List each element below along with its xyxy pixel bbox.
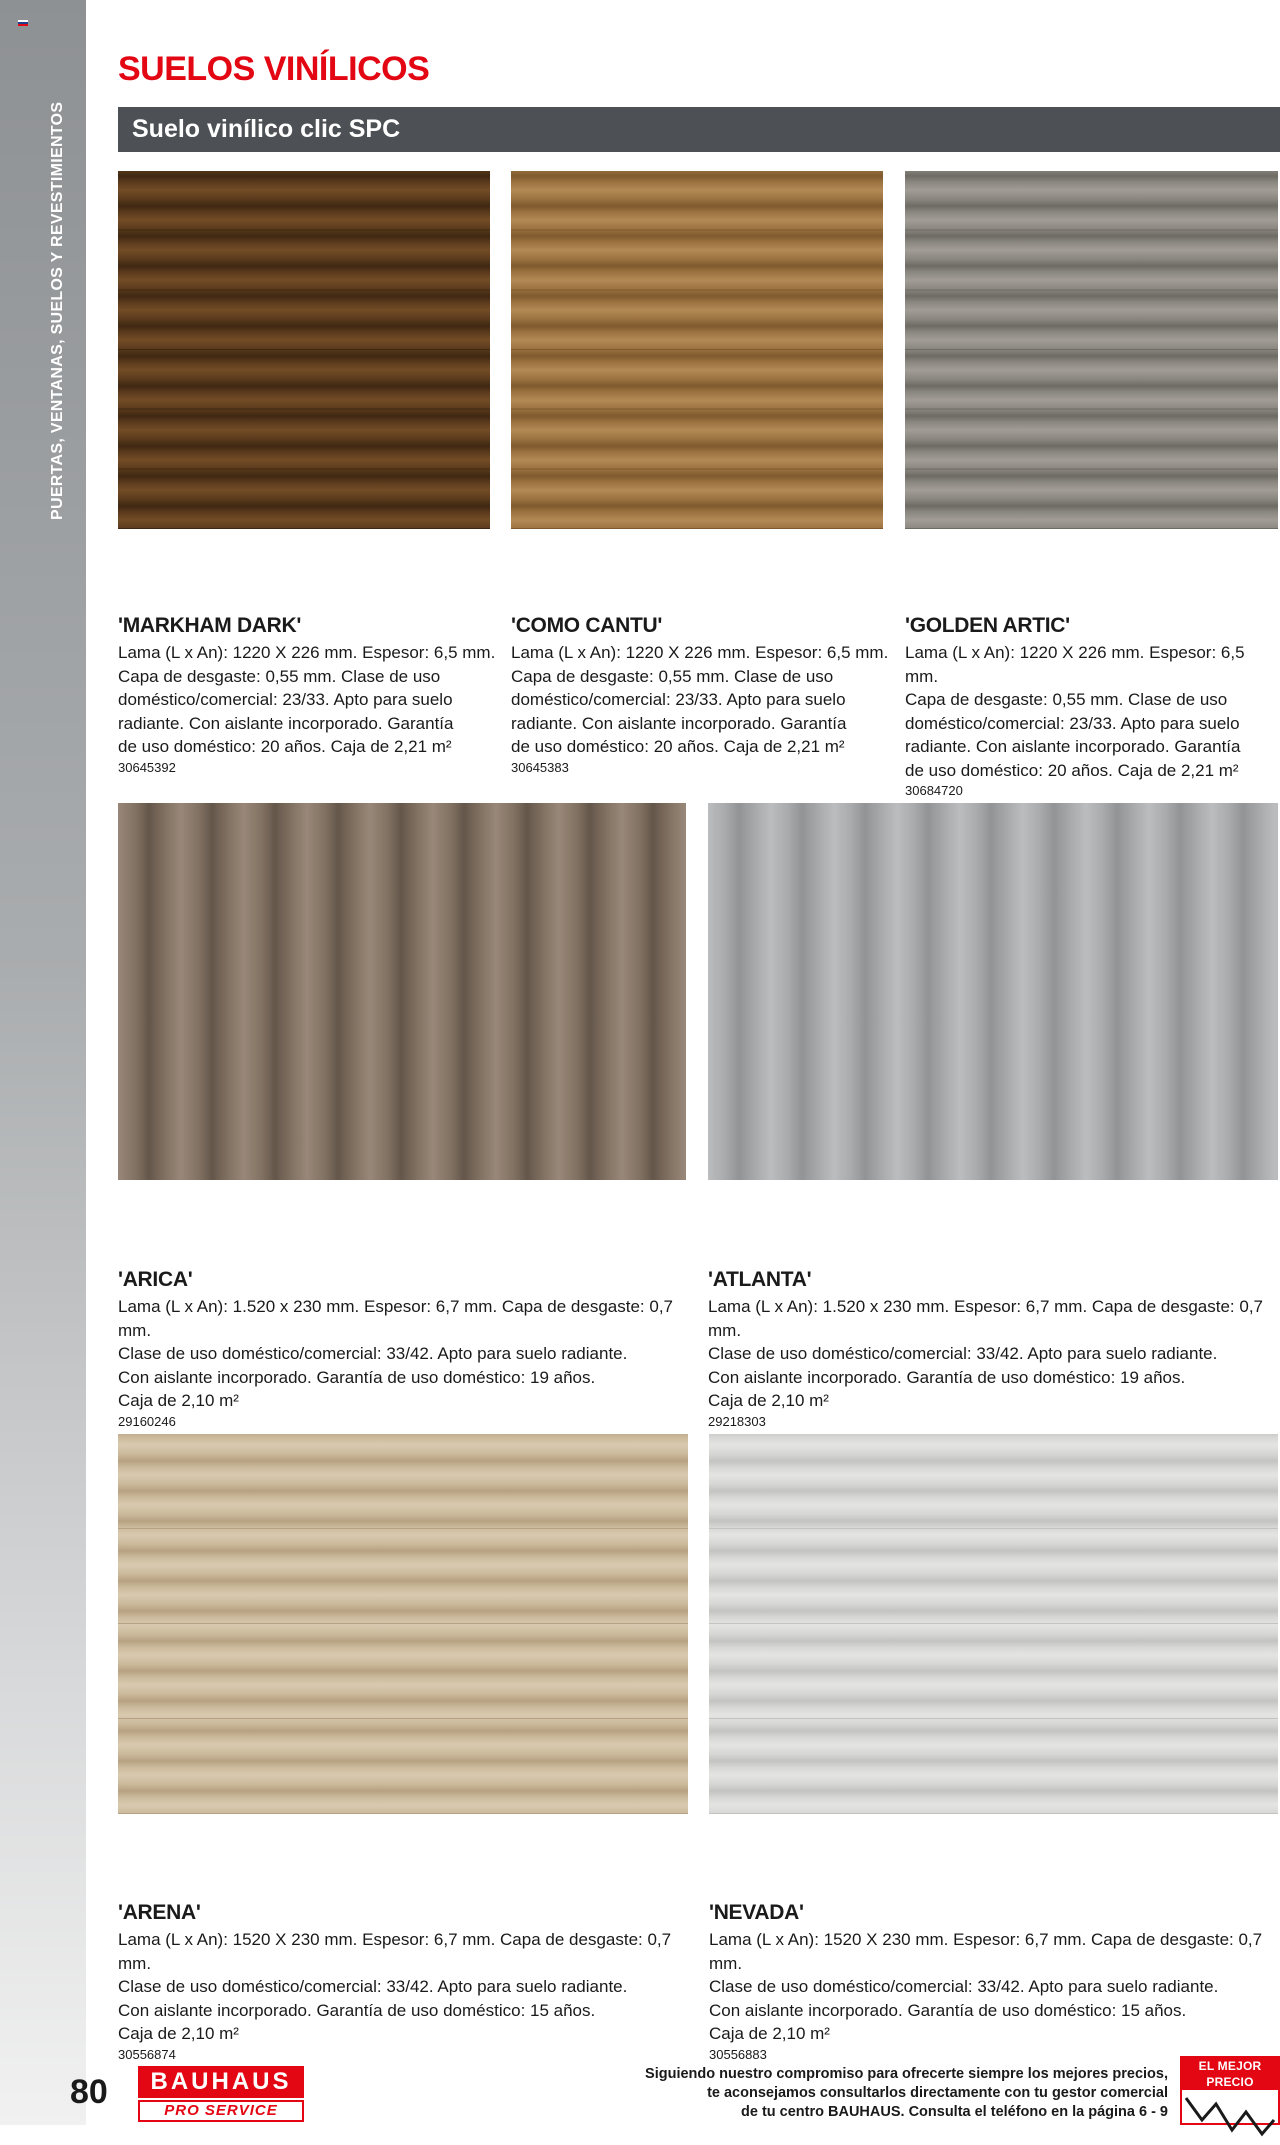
product-name: 'ARENA' [118, 1901, 201, 1924]
swatch-nevada [709, 1434, 1278, 1814]
product-name: 'ATLANTA' [708, 1268, 812, 1291]
product-name: 'MARKHAM DARK' [118, 614, 302, 637]
product-markham-dark [118, 614, 498, 775]
section-header: Suelo vinílico clic SPC [118, 107, 1280, 152]
bauhaus-logo [138, 2066, 304, 2118]
flag-icon [18, 20, 28, 26]
product-nevada [709, 1901, 1280, 2062]
swatch-como-cantu [511, 171, 883, 529]
product-description: Lama (L x An): 1220 X 226 mm. Espesor: 6,5 mm. Capa de desgaste: 0,55 mm. Clase de uso doméstico/comercial: 23/33. Apto para suelo radiante. Con aislante incorporado. Garantía de uso doméstico: 20 años. Caja de 2,21 m² [905, 643, 1245, 780]
product-name: 'ARICA' [118, 1268, 193, 1291]
product-description: Lama (L x An): 1.520 x 230 mm. Espesor: 6,7 mm. Capa de desgaste: 0,7 mm. Clase de uso doméstico/comercial: 33/42. Apto para suelo radiante. Con aislante incorporado. Garantía de uso doméstico: 19 años. Caja de 2,10 m² [708, 1297, 1263, 1410]
swatch-atlanta [708, 803, 1278, 1180]
product-description: Lama (L x An): 1.520 x 230 mm. Espesor: 6,7 mm. Capa de desgaste: 0,7 mm. Clase de uso doméstico/comercial: 33/42. Apto para suelo radiante. Con aislante incorporado. Garantía de uso doméstico: 19 años. Caja de 2,10 m² [118, 1297, 673, 1410]
product-como-cantu [511, 614, 891, 775]
product-name: 'COMO CANTU' [511, 614, 663, 637]
logo-subline: PRO SERVICE [138, 2100, 304, 2122]
swatch-golden-artic [905, 171, 1278, 529]
product-description: Lama (L x An): 1520 X 230 mm. Espesor: 6,7 mm. Capa de desgaste: 0,7 mm. Clase de uso doméstico/comercial: 33/42. Apto para suelo radiante. Con aislante incorporado. Garantía de uso doméstico: 15 años. Caja de 2,10 m² [709, 1930, 1263, 2043]
product-code: 30645383 [511, 759, 569, 775]
product-arica [118, 1268, 698, 1429]
product-arena [118, 1901, 698, 2062]
swatch-arica [118, 803, 686, 1180]
page-number: 80 [70, 2073, 108, 2111]
product-atlanta [708, 1268, 1280, 1429]
footer-note: Siguiendo nuestro compromiso para ofrecerte siempre los mejores precios, te aconsejamos consultarlos directamente con tu gestor comercial de tu centro BAUHAUS. Consulta el teléfono en la página 6 - 9 [645, 2066, 1168, 2120]
badge-label: EL MEJOR PRECIO [1182, 2058, 1278, 2090]
product-description: Lama (L x An): 1220 X 226 mm. Espesor: 6,5 mm. Capa de desgaste: 0,55 mm. Clase de uso doméstico/comercial: 23/33. Apto para suelo radiante. Con aislante incorporado. Garantía de uso doméstico: 20 años. Caja de 2,21 m² [118, 643, 496, 756]
product-code: 29160246 [118, 1413, 176, 1429]
price-chart-icon [1182, 2090, 1278, 2140]
product-description: Lama (L x An): 1520 X 230 mm. Espesor: 6,7 mm. Capa de desgaste: 0,7 mm. Clase de uso doméstico/comercial: 33/42. Apto para suelo radiante. Con aislante incorporado. Garantía de uso doméstico: 15 años. Caja de 2,10 m² [118, 1930, 672, 2043]
product-name: 'NEVADA' [709, 1901, 804, 1924]
product-code: 30645392 [118, 759, 176, 775]
page-title: SUELOS VINÍLICOS [118, 50, 430, 88]
side-bar [0, 0, 86, 2125]
product-code: 30684720 [905, 783, 963, 798]
product-name: 'GOLDEN ARTIC' [905, 614, 1070, 637]
logo-wordmark: BAUHAUS [138, 2066, 304, 2098]
product-code: 29218303 [708, 1413, 766, 1429]
product-code: 30556883 [709, 2046, 767, 2062]
swatch-markham-dark [118, 171, 490, 529]
product-description: Lama (L x An): 1220 X 226 mm. Espesor: 6,5 mm. Capa de desgaste: 0,55 mm. Clase de uso doméstico/comercial: 23/33. Apto para suelo radiante. Con aislante incorporado. Garantía de uso doméstico: 20 años. Caja de 2,21 m² [511, 643, 889, 756]
swatch-arena [118, 1434, 688, 1814]
product-golden-artic [905, 614, 1280, 798]
side-section-label: PUERTAS, VENTANAS, SUELOS Y REVESTIMIENTOS [49, 101, 66, 520]
best-price-badge [1180, 2056, 1280, 2125]
product-code: 30556874 [118, 2046, 176, 2062]
